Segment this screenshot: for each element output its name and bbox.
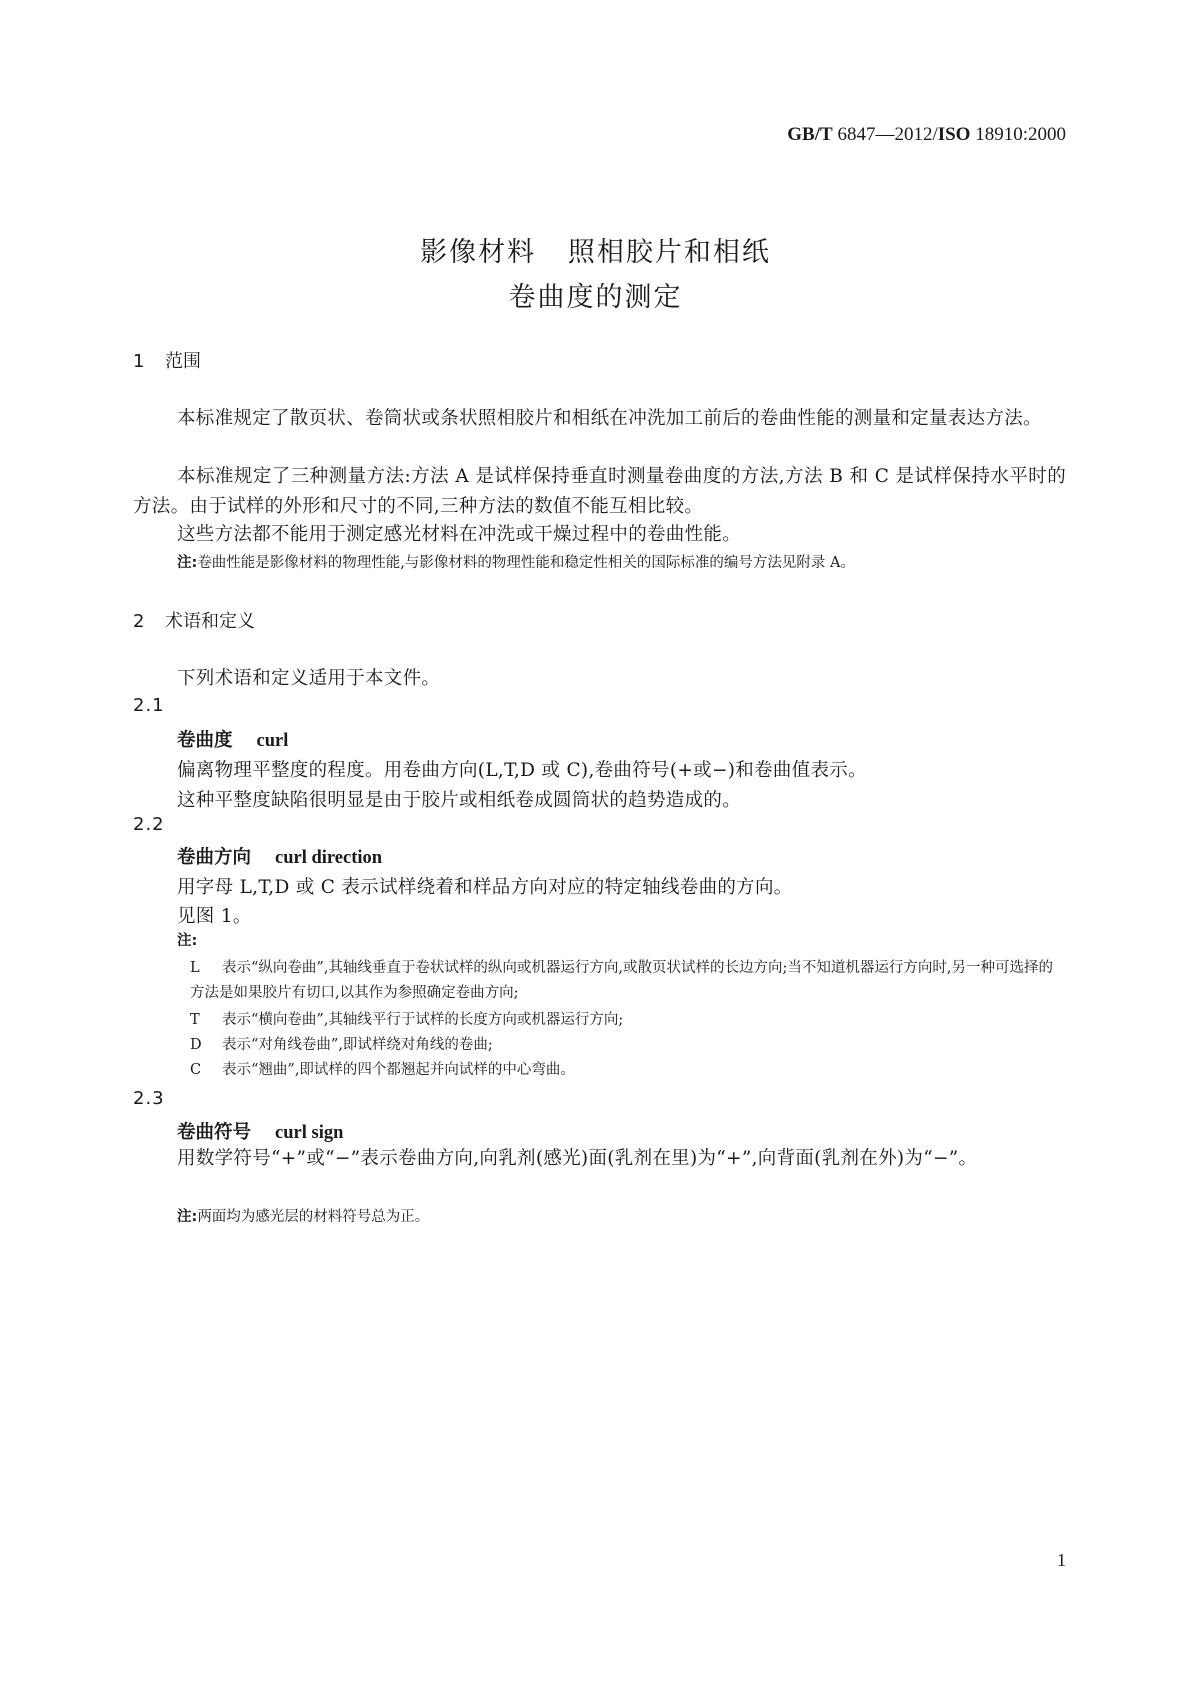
- terms-intro: 下列术语和定义适用于本文件。: [177, 668, 441, 689]
- term-en: curl direction: [275, 848, 383, 868]
- note-label: 注:: [177, 1209, 198, 1225]
- term-2-1-heading: [177, 726, 288, 752]
- term-2-3-number: 2.3: [133, 1088, 165, 1109]
- note-text: 表示“横向卷曲”,其轴线平行于试样的长度方向或机器运行方向;: [222, 1012, 624, 1028]
- term-zh: 卷曲度: [177, 730, 233, 751]
- note-key: D: [190, 1037, 202, 1053]
- note-text: 表示“纵向卷曲”,其轴线垂直于卷状试样的纵向或机器运行方向,或散页状试样的长边方向;当不知道机器运行方向时,另一种可选择的方法是如果胶片有切口,以其作为参照确定卷曲方向;: [190, 960, 1054, 1001]
- term-en: curl sign: [275, 1123, 344, 1143]
- note-key: C: [190, 1062, 202, 1078]
- term-2-3-note: [177, 1205, 1067, 1230]
- document-title-line1: 影像材料 照相胶片和相纸: [420, 237, 771, 268]
- note-label: 注:: [177, 555, 198, 571]
- term-zh: 卷曲方向: [177, 847, 252, 868]
- document-code: [676, 124, 1066, 146]
- term-2-2-figure-ref: 见图 1。: [177, 906, 252, 927]
- scope-paragraph-3: 这些方法都不能用于测定感光材料在冲洗或干燥过程中的卷曲性能。: [177, 524, 742, 545]
- section-2-heading: [133, 607, 255, 633]
- scope-note: [177, 551, 1067, 576]
- note-key: T: [190, 1012, 200, 1028]
- term-2-2-definition: 用字母 L,T,D 或 C 表示试样绕着和样品方向对应的特定轴线卷曲的方向。: [177, 877, 793, 898]
- section-number: 1: [133, 351, 145, 372]
- term-2-1-explanation: 这种平整度缺陷很明显是由于胶片或相纸卷成圆筒状的趋势造成的。: [177, 790, 742, 811]
- document-title-line2: 卷曲度的测定: [508, 282, 683, 313]
- scope-paragraph-1: 本标准规定了散页状、卷筒状或条状照相胶片和相纸在冲洗加工前后的卷曲性能的测量和定量表达方法。: [177, 408, 1042, 429]
- section-title: 范围: [165, 351, 201, 372]
- term-2-1-number: 2.1: [133, 695, 165, 716]
- code-number: 6847—2012/: [832, 124, 938, 145]
- section-title: 术语和定义: [165, 611, 255, 632]
- term-2-1-definition: 偏离物理平整度的程度。用卷曲方向(L,T,D 或 C),卷曲符号(+或−)和卷曲值表示。: [177, 760, 867, 781]
- code-iso: ISO: [937, 124, 971, 145]
- term-2-3-heading: [177, 1118, 343, 1144]
- scope-paragraph-2: 本标准规定了三种测量方法:方法 A 是试样保持垂直时测量卷曲度的方法,方法 B 和 C 是试样保持水平时的方法。由于试样的外形和尺寸的不同,三种方法的数值不能互相比较。: [133, 466, 1066, 517]
- note-text: 卷曲性能是影像材料的物理性能,与影像材料的物理性能和稳定性相关的国际标准的编号方法见附录 A。: [197, 555, 855, 571]
- term-2-2-note-label: [177, 929, 1067, 954]
- term-en: curl: [256, 731, 289, 751]
- note-text: 两面均为感光层的材料符号总为正。: [197, 1209, 430, 1225]
- note-key: L: [190, 960, 200, 976]
- note-item-l: [190, 956, 1066, 1006]
- code-iso-number: 18910:2000: [970, 124, 1066, 145]
- page-number: 1: [1057, 1550, 1066, 1570]
- term-zh: 卷曲符号: [177, 1122, 252, 1143]
- note-text: 表示“对角线卷曲”,即试样绕对角线的卷曲;: [222, 1037, 493, 1053]
- term-2-2-number: 2.2: [133, 814, 165, 835]
- term-2-2-heading: [177, 843, 382, 869]
- section-1-heading: [133, 347, 201, 373]
- note-item-d: [190, 1033, 1066, 1058]
- note-label: 注:: [177, 933, 198, 949]
- note-item-c: [190, 1058, 1066, 1083]
- section-number: 2: [133, 611, 145, 632]
- note-item-t: [190, 1008, 1066, 1033]
- note-text: 表示“翘曲”,即试样的四个都翘起并向试样的中心弯曲。: [222, 1062, 575, 1078]
- term-2-3-definition: 用数学符号“+”或“−”表示卷曲方向,向乳剂(感光)面(乳剂在里)为“+”,向背面(乳剂在外)为“−”。: [177, 1148, 978, 1169]
- code-gbt: GB/T: [787, 124, 833, 145]
